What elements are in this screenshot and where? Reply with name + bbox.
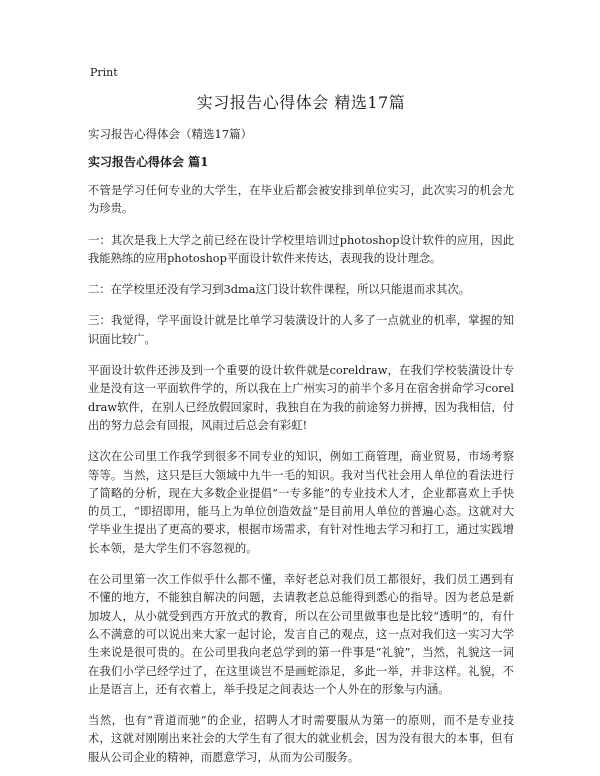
print-link[interactable]: Print <box>90 66 118 79</box>
paragraph: 二：在学校里还没有学习到3dma这门设计软件课程，所以只能退而求其次。 <box>88 283 471 297</box>
paragraph: 一：其次是我上大学之前已经在设计学校里培训过photoshop设计软件的应用，因此我能熟练的应用photoshop平面设计软件来传达，表现我的设计理念。 <box>88 233 514 265</box>
paragraph: 这次在公司里工作我学到很多不同专业的知识，例如工商管理，商业贸易，市场考察等等。当然，这只是巨大领域中九牛一毛的知识。我对当代社会用人单位的看法进行了简略的分析，现在大多数企业提倡“一专多能”的专业技术人才，企业都喜欢上手快的员工，“即招即用，能马上为单位创造效益”是目前用人单位的普遍心态。这就对大学毕业生提出了更高的要求，根据市场需求，有针对性地去学习和打工，通过实践增长本领，是大学生们不容忽视的。 <box>88 450 514 555</box>
paragraph: 三：我觉得，学平面设计就是比单学习装潢设计的人多了一点就业的机率，掌握的知识面比较广。 <box>88 314 514 346</box>
paragraph: 不管是学习任何专业的大学生，在毕业后都会被安排到单位实习，此次实习的机会尤为珍贵。 <box>88 184 514 216</box>
section-heading: 实习报告心得体会 篇1 <box>88 155 209 169</box>
paragraph: 平面设计软件还涉及到一个重要的设计软件就是coreldraw，在我们学校装潢设计专业是没有这一平面软件学的，所以我在上广州实习的前半个多月在宿舍拼命学习coreldraw软件，在别人已经放假回家时，我独自在为我的前途努力拼搏，因为我相信，付出的努力总会有回报，风雨过后总会有彩虹! <box>88 364 514 432</box>
paragraph: 在公司里第一次工作似乎什么都不懂，幸好老总对我们员工都很好，我们员工遇到有不懂的地方，不能独自解决的问题，去请教老总总能得到悉心的指导。因为老总是新加坡人，从小就受到西方开放式的教育，所以在公司里做事也是比较“透明”的，有什么不满意的可以说出来大家一起讨论，发言自己的观点，这一点对我们这一实习大学生来说是很可贵的。在公司里我向老总学到的第一件事是“礼貌”，当然，礼貌这一词在我们小学已经学过了，在这里谈岂不是画蛇添足，多此一举，并非这样。礼貌，不止是语言上，还有衣着上，举手投足之间表达一个人外在的形象与内涵。 <box>88 573 514 696</box>
document-subtitle: 实习报告心得体会（精选17篇） <box>88 127 253 141</box>
document-title: 实习报告心得体会 精选17篇 <box>196 93 406 112</box>
paragraph: 当然，也有“背道而驰”的企业，招聘人才时需要服从为第一的原则，而不是专业技术，这就对刚刚出来社会的大学生有了很大的就业机会，因为没有很大的本事，但有服从公司企业的精神，而愿意学习，从而为公司服务。 <box>88 714 514 764</box>
